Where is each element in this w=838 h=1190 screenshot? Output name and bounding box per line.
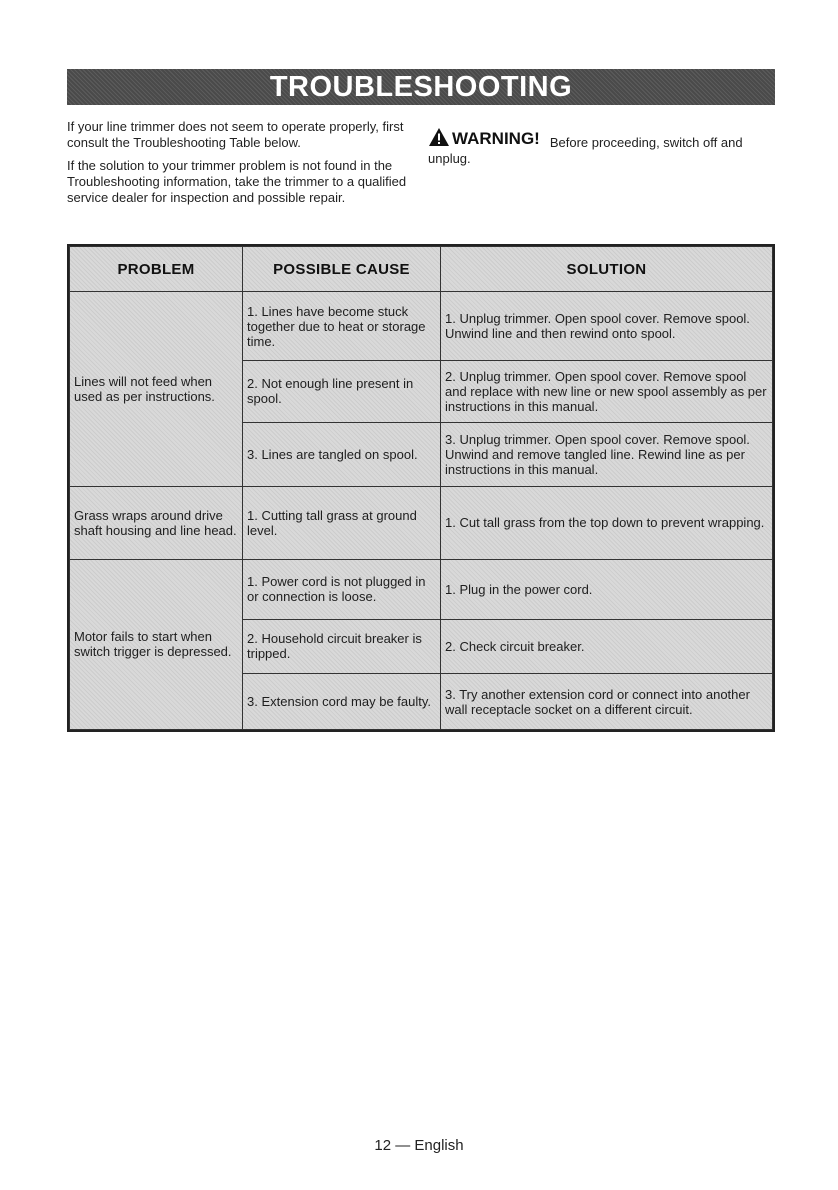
- troubleshooting-table: [67, 244, 775, 732]
- header-possible-cause: POSSIBLE CAUSE: [243, 247, 441, 292]
- cause-cell: 3. Lines are tangled on spool.: [243, 422, 441, 486]
- page-footer: 12 — English: [374, 1137, 464, 1154]
- header-problem: PROBLEM: [70, 247, 243, 292]
- solution-cell: 1. Plug in the power cord.: [441, 559, 773, 619]
- header-solution: SOLUTION: [441, 247, 773, 292]
- table-header-row: [70, 247, 773, 292]
- cause-cell: 3. Extension cord may be faulty.: [243, 674, 441, 730]
- table-row: [70, 559, 773, 619]
- table-row: [70, 292, 773, 361]
- solution-cell: 3. Try another extension cord or connect into another wall receptacle socket on a different circuit.: [441, 674, 773, 730]
- warning-text: Before proceeding, switch off and unplug.: [428, 135, 743, 166]
- title-banner: [67, 69, 775, 105]
- solution-cell: 3. Unplug trimmer. Open spool cover. Remove spool. Unwind and remove tangled line. Rewind line as per instructions in this manual.: [441, 422, 773, 486]
- problem-cell: Lines will not feed when used as per instructions.: [70, 292, 243, 487]
- problem-cell: Grass wraps around drive shaft housing and line head.: [70, 486, 243, 559]
- solution-cell: 2. Check circuit breaker.: [441, 619, 773, 674]
- problem-cell: Motor fails to start when switch trigger is depressed.: [70, 559, 243, 729]
- cause-cell: 1. Cutting tall grass at ground level.: [243, 486, 441, 559]
- cause-cell: 2. Household circuit breaker is tripped.: [243, 619, 441, 674]
- warning-label: WARNING!: [452, 129, 540, 148]
- solution-cell: 1. Unplug trimmer. Open spool cover. Remove spool. Unwind line and then rewind onto spool.: [441, 292, 773, 361]
- page-title: TROUBLESHOOTING: [269, 70, 573, 103]
- intro-paragraph-1: If your line trimmer does not seem to operate properly, first consult the Troubleshooting Table below.: [67, 119, 404, 150]
- warning-triangle-icon: [428, 127, 450, 147]
- intro-text: [67, 119, 407, 213]
- warning-notice: [428, 127, 778, 167]
- cause-cell: 2. Not enough line present in spool.: [243, 361, 441, 423]
- solution-cell: 1. Cut tall grass from the top down to prevent wrapping.: [441, 486, 773, 559]
- cause-cell: 1. Lines have become stuck together due to heat or storage time.: [243, 292, 441, 361]
- intro-paragraph-2: If the solution to your trimmer problem is not found in the Troubleshooting information, take the trimmer to a qualified service dealer for inspection and possible repair.: [67, 158, 407, 205]
- table-row: [70, 486, 773, 559]
- cause-cell: 1. Power cord is not plugged in or connection is loose.: [243, 559, 441, 619]
- solution-cell: 2. Unplug trimmer. Open spool cover. Remove spool and replace with new line or new spool assembly as per instructions in this manual.: [441, 361, 773, 423]
